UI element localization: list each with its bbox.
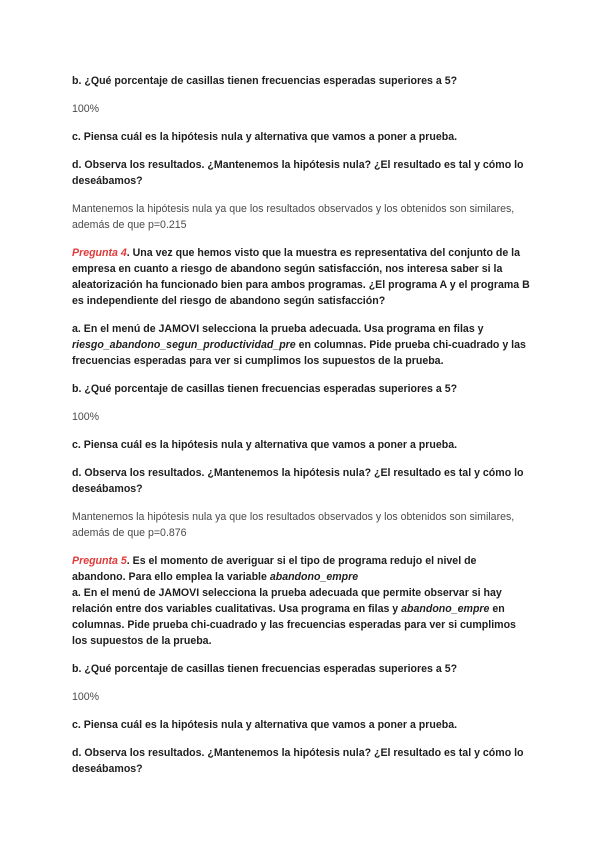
question-d-5: d. Observa los resultados. ¿Mantenemos la hipótesis nula? ¿El resultado es tal y cómo lo deseábamos?: [72, 747, 524, 775]
variable-name: riesgo_abandono_segun_productividad_pre: [72, 339, 296, 351]
pregunta-5-intro: Pregunta 5. Es el momento de averiguar si el tipo de programa redujo el nivel de abandono. Para ello emplea la variable abandono_empre: [72, 555, 477, 583]
question-d-4: d. Observa los resultados. ¿Mantenemos la hipótesis nula? ¿El resultado es tal y cómo lo deseábamos?: [72, 467, 524, 495]
pregunta-5-label: Pregunta 5: [72, 555, 127, 567]
question-b-1: b. ¿Qué porcentaje de casillas tienen frecuencias esperadas superiores a 5?: [72, 75, 458, 87]
question-c-5: c. Piensa cuál es la hipótesis nula y alternativa que vamos a poner a prueba.: [72, 719, 458, 731]
answer-d-4: Mantenemos la hipótesis nula ya que los resultados observados y los obtenidos son similares, además de que p=0.876: [72, 511, 515, 539]
answer-b-5: 100%: [72, 691, 100, 703]
pregunta-4-label: Pregunta 4: [72, 247, 127, 259]
answer-b-1: 100%: [72, 103, 100, 115]
question-a-4: a. En el menú de JAMOVI selecciona la prueba adecuada. Usa programa en filas y riesgo_abandono_segun_productividad_pre en columnas. Pide prueba chi-cuadrado y las frecuencias esperadas para ver si cumplimos los supuestos de la prueba.: [72, 323, 526, 367]
answer-b-4: 100%: [72, 411, 100, 423]
question-c-4: c. Piensa cuál es la hipótesis nula y alternativa que vamos a poner a prueba.: [72, 439, 458, 451]
variable-name: abandono_empre: [401, 603, 490, 615]
question-c-1: c. Piensa cuál es la hipótesis nula y alternativa que vamos a poner a prueba.: [72, 131, 458, 143]
question-a-5: a. En el menú de JAMOVI selecciona la prueba adecuada que permite observar si hay relación entre dos variables cualitativas. Usa programa en filas y abandono_empre en columnas. Pide prueba chi-cuadrado y las frecuencias esperadas para ver si cumplimos los supuestos de la prueba.: [72, 587, 516, 647]
question-d-1: d. Observa los resultados. ¿Mantenemos la hipótesis nula? ¿El resultado es tal y cómo lo deseábamos?: [72, 159, 524, 187]
question-b-5: b. ¿Qué porcentaje de casillas tienen frecuencias esperadas superiores a 5?: [72, 663, 458, 675]
variable-name: abandono_empre: [269, 571, 359, 583]
document-content: [72, 73, 530, 777]
pregunta-4-intro: Pregunta 4. Una vez que hemos visto que la muestra es representativa del conjunto de la empresa en cuanto a riesgo de abandono según satisfacción, nos interesa saber si la aleatorización ha funcionado bien para ambos programas. ¿El programa A y el programa B es independiente del riesgo de abandono según satisfacción?: [72, 247, 530, 307]
question-b-4: b. ¿Qué porcentaje de casillas tienen frecuencias esperadas superiores a 5?: [72, 383, 458, 395]
answer-d-1: Mantenemos la hipótesis nula ya que los resultados observados y los obtenidos son similares, además de que p=0.215: [72, 203, 515, 231]
